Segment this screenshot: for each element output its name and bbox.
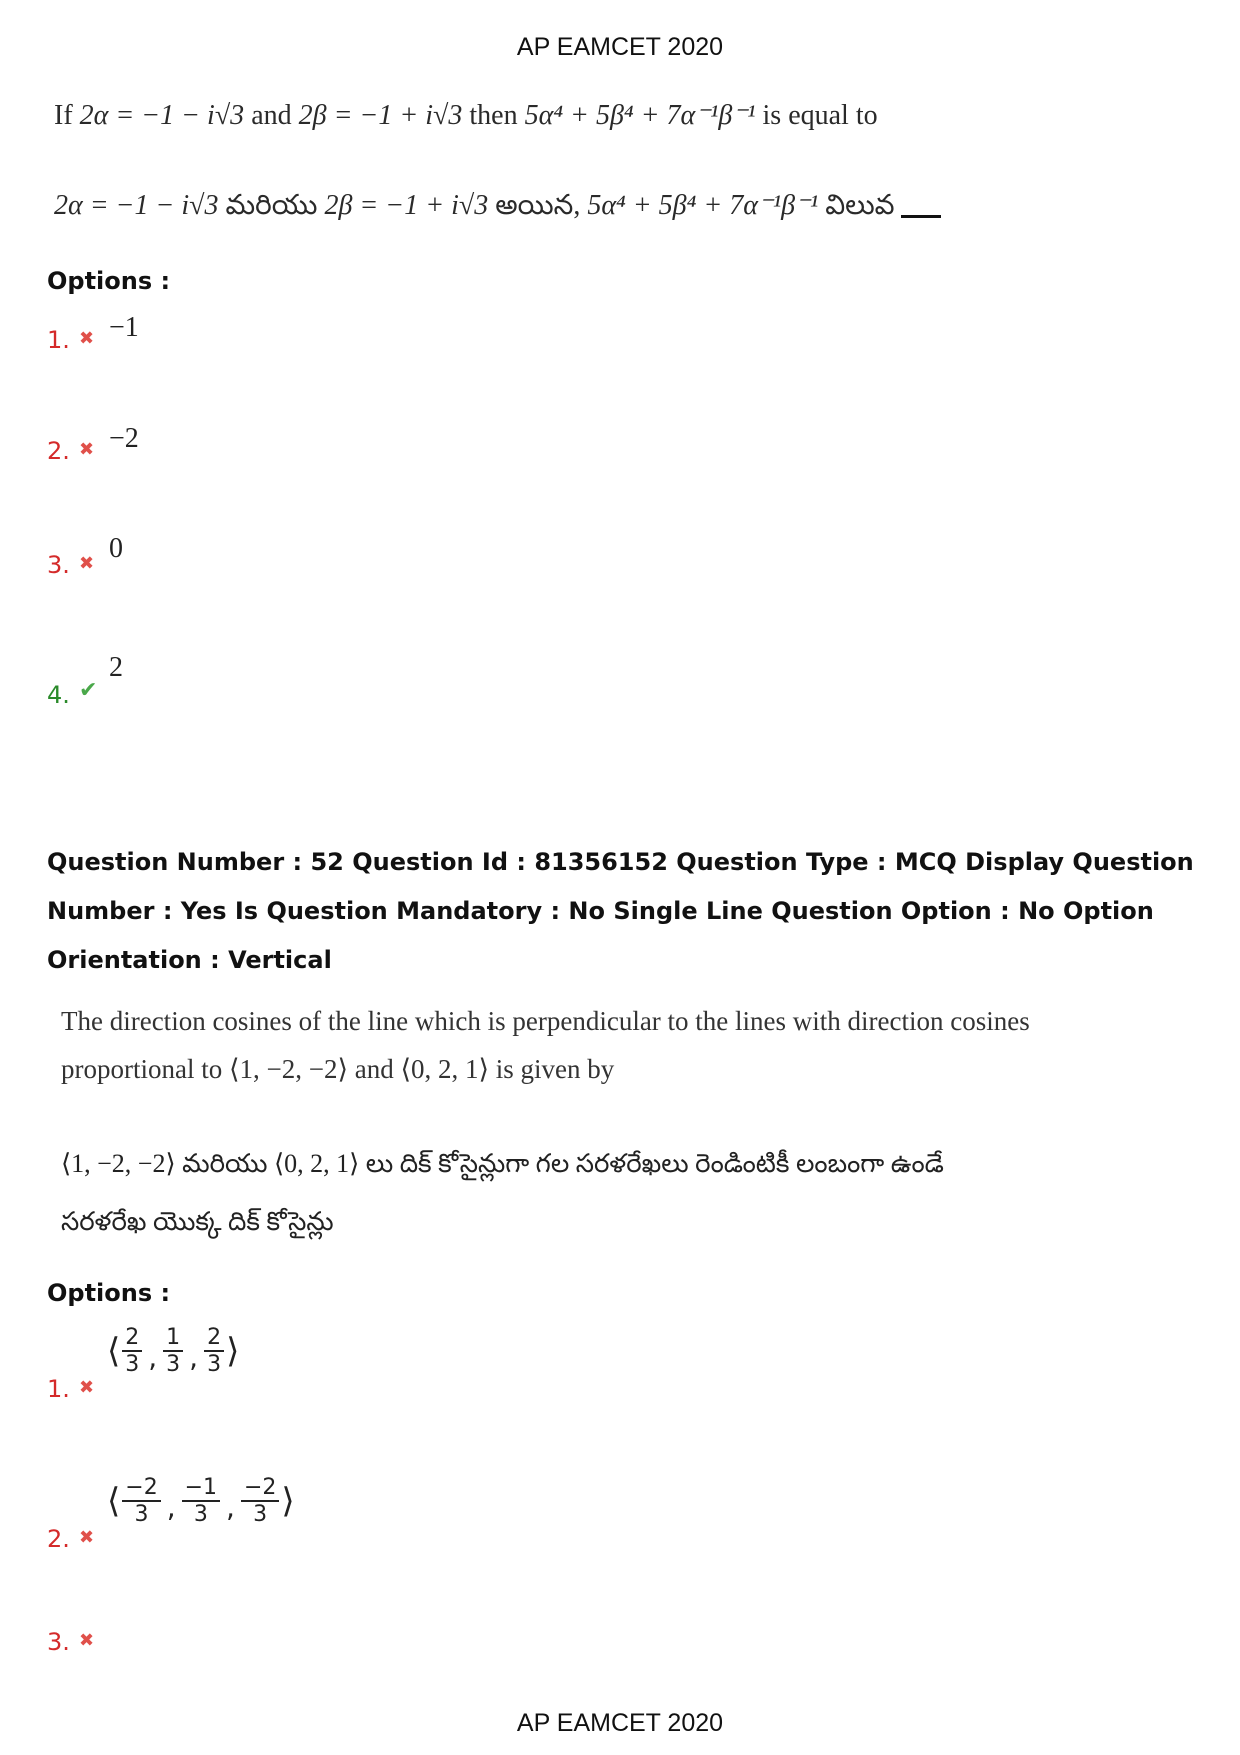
comma: , (189, 1341, 199, 1374)
expression: 5α⁴ + 5β⁴ + 7α⁻¹β⁻¹ (587, 190, 819, 221)
question-line: proportional to ⟨1, −2, −2⟩ and ⟨0, 2, 1⟩ is given by (61, 1054, 615, 1084)
option-number: 3. (47, 1628, 70, 1656)
cross-icon: ✖ (79, 553, 95, 574)
denominator: 3 (193, 1502, 208, 1527)
option-value: 2 (109, 652, 123, 683)
option-number: 1. (47, 326, 70, 354)
numerator: 2 (122, 1325, 142, 1352)
option-number: 4. (47, 681, 70, 709)
equation-beta: 2β = −1 + i√3 (324, 190, 489, 221)
comma: , (226, 1491, 235, 1524)
option-number: 1. (47, 1375, 70, 1403)
fraction (163, 1325, 183, 1377)
option-value (107, 1325, 239, 1377)
denominator: 3 (207, 1352, 222, 1377)
equation-alpha: 2α = −1 − i√3 (79, 100, 245, 131)
cross-icon: ✖ (79, 1377, 95, 1398)
option-number: 2. (47, 1525, 70, 1553)
option-number: 2. (47, 437, 70, 465)
numerator: −2 (241, 1475, 279, 1502)
option-item (47, 1325, 447, 1405)
angle-open: ⟨ (107, 1331, 121, 1371)
fraction (122, 1475, 160, 1527)
text-fragment: అయిన, (488, 190, 588, 221)
option-item (47, 423, 447, 483)
question-text-telugu-line2: సరళరేఖ యొక్క దిక్ కోసైన్లు (61, 1207, 334, 1236)
question-text-english (61, 997, 1061, 1093)
question-text-telugu (54, 188, 941, 228)
question-text-english (54, 98, 878, 132)
equation-beta: 2β = −1 + i√3 (298, 100, 463, 131)
denominator: 3 (125, 1352, 140, 1377)
option-item (47, 1628, 447, 1688)
denominator: 3 (134, 1502, 149, 1527)
numerator: 2 (204, 1325, 224, 1352)
page-header: AP EAMCET 2020 (516, 33, 724, 61)
numerator: −1 (182, 1475, 220, 1502)
option-number: 3. (47, 551, 70, 579)
text-fragment: విలువ (818, 190, 895, 221)
question-line: The direction cosines of the line which is perpendicular to the lines with direction cosines (61, 1006, 1030, 1036)
cross-icon: ✖ (79, 1630, 95, 1651)
text-fragment: If (54, 100, 80, 131)
angle-open: ⟨ (107, 1481, 121, 1521)
option-item (47, 312, 447, 372)
question-text-telugu-line1: ⟨1, −2, −2⟩ మరియు ⟨0, 2, 1⟩ లు దిక్ కోసైన్లుగా గల సరళరేఖలు రెండింటికీ లంబంగా ఉండే (61, 1149, 944, 1178)
text-fragment: is equal to (755, 100, 878, 131)
denominator: 3 (253, 1502, 268, 1527)
angle-close: ⟩ (281, 1481, 295, 1521)
cross-icon: ✖ (79, 328, 95, 349)
cross-icon: ✖ (79, 439, 95, 460)
option-value: −2 (109, 423, 139, 454)
angle-close: ⟩ (226, 1331, 240, 1371)
expression: 5α⁴ + 5β⁴ + 7α⁻¹β⁻¹ (524, 100, 756, 131)
option-value: −1 (109, 312, 139, 343)
fraction (204, 1325, 224, 1377)
answer-blank (901, 215, 941, 218)
fraction (182, 1475, 220, 1527)
option-item (47, 652, 447, 712)
numerator: −2 (122, 1475, 160, 1502)
numerator: 1 (163, 1325, 183, 1352)
option-value: 0 (109, 533, 123, 564)
comma: , (166, 1491, 176, 1524)
option-item (47, 533, 447, 593)
page-footer: AP EAMCET 2020 (516, 1709, 724, 1737)
options-label: Options : (47, 1279, 171, 1307)
fraction (241, 1475, 279, 1527)
question-metadata: Question Number : 52 Question Id : 81356152 Question Type : MCQ Display Question Number : Yes Is Question Mandatory : No Single Line Question Option : No Option Orientation : Vertical (47, 848, 1194, 974)
text-fragment: then (462, 100, 525, 131)
text-fragment: and (244, 100, 299, 131)
check-icon: ✔ (79, 678, 98, 703)
cross-icon: ✖ (79, 1527, 95, 1548)
comma: , (148, 1341, 158, 1374)
option-value (107, 1475, 295, 1527)
option-item (47, 1475, 447, 1555)
denominator: 3 (166, 1352, 181, 1377)
equation-alpha: 2α = −1 − i√3 (54, 190, 219, 221)
options-label: Options : (47, 267, 171, 295)
text-fragment: మరియు (218, 190, 325, 221)
fraction (122, 1325, 142, 1377)
